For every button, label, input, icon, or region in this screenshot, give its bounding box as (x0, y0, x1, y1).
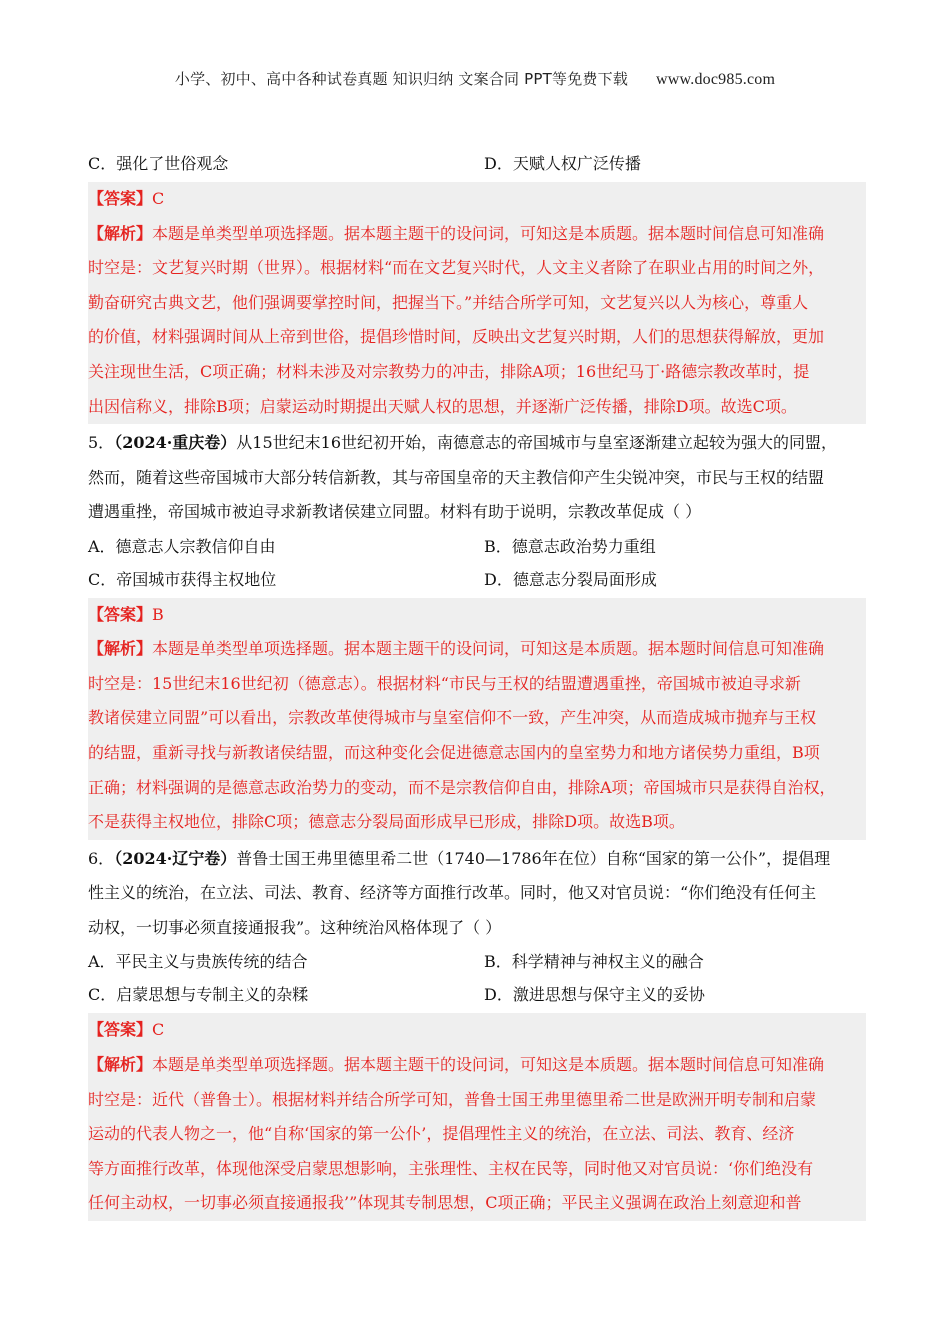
q5-analysis-line: 时空是：15世纪末16世纪初（德意志）。根据材料“市民与王权的结盟遭遇重挫，帝国城市被迫寻求新 (88, 673, 801, 693)
q6-analysis-line: 等方面推行改革，体现他深受启蒙思想影响，主张理性、主权在民等，同时他又对官员说：‘你们绝没有 (88, 1158, 814, 1178)
answer-tag: 【答案】 (88, 1020, 153, 1040)
answer-tag: 【答案】 (88, 604, 153, 624)
answer-value: B (152, 604, 164, 624)
q4-option-c: C．强化了世俗观念 (88, 154, 229, 173)
q6-option-d: D．激进思想与保守主义的妥协 (484, 985, 705, 1005)
q6-stem-line (88, 842, 866, 877)
q4-answer-line (88, 182, 866, 217)
q5-stem-text: 从15世纪末16世纪初开始，南德意志的帝国城市与皇室逐渐建立起较为强大的同盟， (236, 433, 838, 453)
answer-tag: 【答案】 (88, 189, 153, 208)
q4-analysis-line: 时空是：文艺复兴时期（世界）。根据材料“而在文艺复兴时代，人文主义者除了在职业占用的时间之外， (88, 258, 825, 278)
q5-options-cd (88, 563, 866, 596)
answer-value: C (152, 1020, 165, 1040)
q5-analysis-line: 教诸侯建立同盟”可以看出，宗教改革使得城市与皇室信仰不一致，产生冲突，从而造成城市抛弃与王权 (88, 708, 817, 728)
analysis-text: 本题是单类型单项选择题。据本题主题干的设问词，可知这是本质题。据本题时间信息可知准确 (152, 639, 825, 659)
analysis-tag: 【解析】 (88, 639, 153, 659)
answer-value: C (152, 189, 165, 208)
header-text: 小学、初中、高中各种试卷真题 知识归纳 文案合同 PPT等免费下载 (174, 70, 629, 88)
q4-analysis-line: 勤奋研究古典文艺，他们强调要掌控时间，把握当下。”并结合所学可知，文艺复兴以人为核心，尊重人 (88, 292, 809, 312)
analysis-text: 本题是单类型单项选择题。据本题主题干的设问词，可知这是本质题。据本题时间信息可知准确 (152, 223, 825, 243)
q6-option-c: C．启蒙思想与专制主义的杂糅 (88, 985, 309, 1005)
q6-analysis-line: 任何主动权，一切事必须直接通报我’”体现其专制思想，C项正确；平民主义强调在政治上刻意迎和普 (88, 1193, 802, 1213)
page-header (0, 68, 950, 89)
q5-option-b: B．德意志政治势力重组 (484, 536, 656, 556)
q4-options-cd (88, 148, 866, 180)
q5-stem-line: 然而，随着这些帝国城市大部分转信新教，其与帝国皇帝的天主教信仰产生尖锐冲突，市民与王权的结盟 (88, 467, 825, 487)
q5-answer-block (88, 598, 866, 840)
q5-options-ab (88, 530, 866, 563)
q5-option-a: A．德意志人宗教信仰自由 (88, 536, 276, 556)
q5-analysis-line: 正确；材料强调的是德意志政治势力的变动，而不是宗教信仰自由，排除A项；帝国城市只是获得自治权， (88, 777, 836, 797)
q6-number: 6． (88, 848, 115, 868)
q5-analysis-line: 不是获得主权地位，排除C项；德意志分裂局面形成早已形成，排除D项。故选B项。 (88, 812, 685, 832)
q6-analysis-line: 时空是：近代（普鲁士）。根据材料并结合所学可知，普鲁士国王弗里德里希二世是欧洲开明专制和启蒙 (88, 1089, 817, 1109)
q5-stem-line (88, 426, 866, 461)
q4-analysis-line: 的价值，材料强调时间从上帝到世俗，提倡珍惜时间，反映出文艺复兴时期，人们的思想获得解放，更加 (88, 327, 825, 347)
q5-answer-line (88, 598, 866, 633)
q6-stem-line: 性主义的统治，在立法、司法、教育、经济等方面推行改革。同时，他又对官员说：“你们绝没有任何主 (88, 883, 817, 903)
q4-option-d: D．天赋人权广泛传播 (484, 154, 641, 173)
q5-option-c: C．帝国城市获得主权地位 (88, 569, 277, 589)
analysis-text: 本题是单类型单项选择题。据本题主题干的设问词，可知这是本质题。据本题时间信息可知准确 (152, 1054, 825, 1074)
q6-analysis-line: 运动的代表人物之一，他“自称‘国家的第一公仆’，提倡理性主义的统治，在立法、司法、教育、经济 (88, 1124, 795, 1144)
q6-option-a: A．平民主义与贵族传统的结合 (88, 952, 308, 972)
q5-source: （2024·重庆卷） (114, 433, 237, 453)
q6-source: （2024·辽宁卷） (114, 848, 237, 868)
q6-answer-line (88, 1013, 866, 1048)
q6-answer-block (88, 1013, 866, 1221)
q5-analysis-line: 的结盟，重新寻找与新教诸侯结盟，而这种变化会促进德意志国内的皇室势力和地方诸侯势力重组，B项 (88, 743, 820, 763)
q6-options-ab (88, 945, 866, 978)
q4-analysis-line (88, 217, 866, 252)
header-url[interactable]: www.doc985.com (656, 71, 776, 88)
q5-option-d: D．德意志分裂局面形成 (484, 569, 657, 589)
q5-analysis-line (88, 632, 866, 667)
q6-option-b: B．科学精神与神权主义的融合 (484, 952, 704, 972)
q4-answer-block (88, 182, 866, 424)
analysis-tag: 【解析】 (88, 1054, 153, 1074)
analysis-tag: 【解析】 (88, 223, 153, 243)
question-6 (88, 842, 866, 946)
q5-stem-line: 遭遇重挫，帝国城市被迫寻求新教诸侯建立同盟。材料有助于说明，宗教改革促成（ ） (88, 502, 702, 522)
q6-options-cd (88, 978, 866, 1011)
q6-stem-line: 动权，一切事必须直接通报我”。这种统治风格体现了（ ） (88, 917, 502, 937)
q4-analysis-line: 出因信称义，排除B项；启蒙运动时期提出天赋人权的思想，并逐渐广泛传播，排除D项。故选C项。 (88, 396, 797, 416)
q6-stem-text: 普鲁士国王弗里德里希二世（1740—1786年在位）自称“国家的第一公仆”，提倡理 (236, 848, 831, 868)
q6-analysis-line (88, 1048, 866, 1083)
q5-number: 5． (88, 433, 115, 453)
question-5 (88, 426, 866, 530)
document-body (88, 148, 866, 1223)
q4-analysis-line: 关注现世生活，C项正确；材料未涉及对宗教势力的冲击，排除A项；16世纪马丁·路德宗教改革时，提 (88, 361, 810, 381)
